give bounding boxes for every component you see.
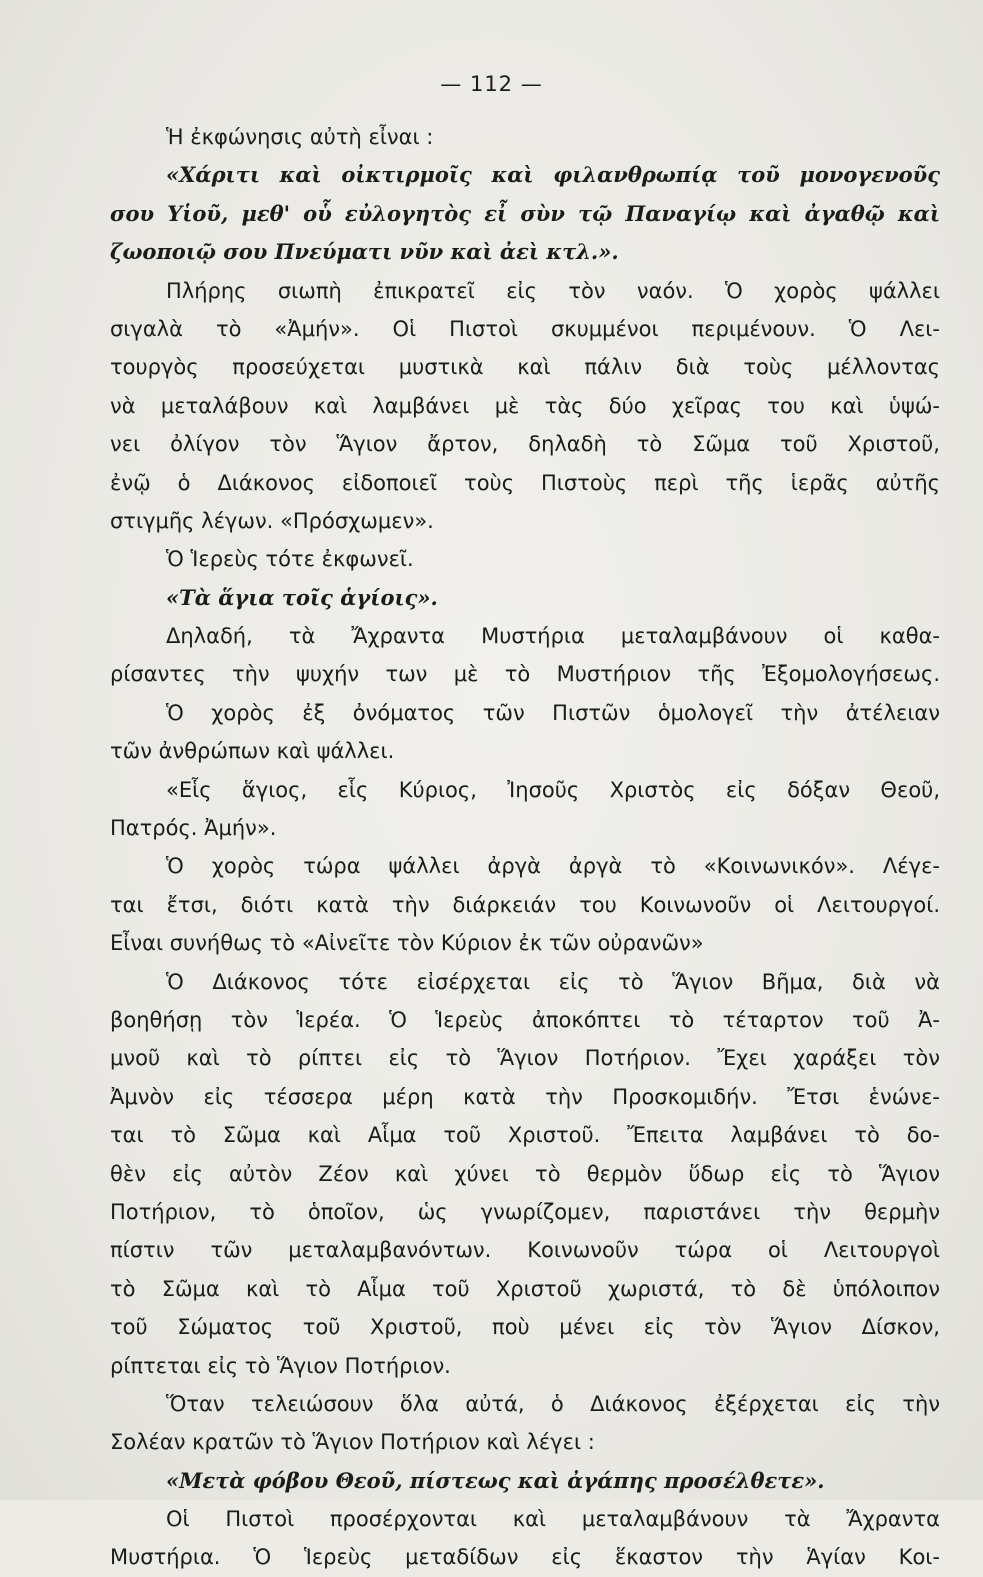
text-line: «Μετὰ φόβου Θεοῦ, πίστεως καὶ ἀγάπης προσέλθετε». xyxy=(166,1467,825,1493)
text-line: «Εἷς ἅγιος, εἷς Κύριος, Ἰησοῦς Χριστὸς εἰς δόξαν Θεοῦ, xyxy=(166,777,940,802)
text-line: Πατρός. Ἀμήν». xyxy=(110,816,277,841)
text-line: σου Υἱοῦ, μεθ' οὗ εὐλογητὸς εἶ σὺν τῷ Παναγίῳ καὶ ἀγαθῷ καὶ xyxy=(110,200,940,226)
text-line: ται ἔτσι, διότι κατὰ τὴν διάρκειάν του Κοινωνοῦν οἱ Λειτουργοί. xyxy=(110,892,940,917)
text-line: στιγμῆς λέγων. «Πρόσχωμεν». xyxy=(110,508,434,533)
text-line: Ὁ χορὸς τώρα ψάλλει ἀργὰ ἀργὰ τὸ «Κοινωνικόν». Λέγε- xyxy=(166,854,940,879)
text-line: ἐνῷ ὁ Διάκονος εἰδοποιεῖ τοὺς Πιστοὺς περὶ τῆς ἱερᾶς αὐτῆς xyxy=(110,470,940,495)
text-line: Πλήρης σιωπὴ ἐπικρατεῖ εἰς τὸν ναόν. Ὁ χορὸς ψάλλει xyxy=(166,278,940,303)
body-text xyxy=(110,118,940,1577)
text-line: τὸ Σῶμα καὶ τὸ Αἷμα τοῦ Χριστοῦ χωριστά, τὸ δὲ ὑπόλοιπον xyxy=(110,1276,940,1301)
text-line: Ποτήριον, τὸ ὁποῖον, ὡς γνωρίζομεν, παριστάνει τὴν θερμὴν xyxy=(110,1199,940,1224)
text-line: «Τὰ ἅγια τοῖς ἁγίοις». xyxy=(166,584,438,610)
text-line: «Χάριτι καὶ οἰκτιρμοῖς καὶ φιλανθρωπίᾳ τοῦ μονογενοῦς xyxy=(166,162,940,188)
text-line: Οἱ Πιστοὶ προσέρχονται καὶ μεταλαμβάνουν τὰ Ἄχραντα xyxy=(166,1507,940,1532)
text-line: Δηλαδή, τὰ Ἄχραντα Μυστήρια μεταλαμβάνουν οἱ καθα- xyxy=(166,624,940,649)
text-line: βοηθήσῃ τὸν Ἱερέα. Ὁ Ἱερεὺς ἀποκόπτει τὸ τέταρτον τοῦ Ἀ- xyxy=(110,1007,940,1032)
text-line: τοῦ Σώματος τοῦ Χριστοῦ, ποὺ μένει εἰς τὸν Ἅγιον Δίσκον, xyxy=(110,1315,940,1340)
text-line: πίστιν τῶν μεταλαμβανόντων. Κοινωνοῦν τώρα οἱ Λειτουργοὶ xyxy=(110,1238,940,1263)
page-number: — 112 — xyxy=(440,72,543,96)
text-line: Ὅταν τελειώσουν ὅλα αὐτά, ὁ Διάκονος ἐξέρχεται εἰς τὴν xyxy=(166,1391,940,1416)
text-line: Ἀμνὸν εἰς τέσσερα μέρη κατὰ τὴν Προσκομιδήν. Ἔτσι ἑνώνε- xyxy=(110,1084,940,1109)
text-line: νει ὀλίγον τὸν Ἅγιον ἄρτον, δηλαδὴ τὸ Σῶμα τοῦ Χριστοῦ, xyxy=(110,432,940,457)
text-line: Ἡ ἐκφώνησις αὐτὴ εἶναι : xyxy=(166,125,434,149)
text-line: τῶν ἀνθρώπων καὶ ψάλλει. xyxy=(110,739,395,764)
text-line: ρίσαντες τὴν ψυχήν των μὲ τὸ Μυστήριον τῆς Ἐξομολογήσεως. xyxy=(110,662,940,687)
text-line: ται τὸ Σῶμα καὶ Αἷμα τοῦ Χριστοῦ. Ἔπειτα λαμβάνει τὸ δο- xyxy=(110,1123,940,1148)
text-line: ρίπτεται εἰς τὸ Ἅγιον Ποτήριον. xyxy=(110,1353,451,1378)
text-line: Μυστήρια. Ὁ Ἱερεὺς μεταδίδων εἰς ἕκαστον τὴν Ἁγίαν Κοι- xyxy=(110,1545,940,1570)
text-line: Ὁ χορὸς ἐξ ὀνόματος τῶν Πιστῶν ὁμολογεῖ τὴν ἀτέλειαν xyxy=(166,700,940,725)
text-line: νὰ μεταλάβουν καὶ λαμβάνει μὲ τὰς δύο χεῖρας του καὶ ὑψώ- xyxy=(110,393,940,418)
text-line: Σολέαν κρατῶν τὸ Ἅγιον Ποτήριον καὶ λέγει : xyxy=(110,1430,595,1455)
text-line: Εἶναι συνήθως τὸ «Αἰνεῖτε τὸν Κύριον ἐκ τῶν οὐρανῶν» xyxy=(110,931,704,956)
text-line: μνοῦ καὶ τὸ ρίπτει εἰς τὸ Ἅγιον Ποτήριον. Ἔχει χαράξει τὸν xyxy=(110,1046,940,1071)
text-line: θὲν εἰς αὐτὸν Ζέον καὶ χύνει τὸ θερμὸν ὕδωρ εἰς τὸ Ἅγιον xyxy=(110,1161,940,1186)
text-line: ζωοποιῷ σου Πνεύματι νῦν καὶ ἀεὶ κτλ.». xyxy=(110,239,619,265)
text-line: τουργὸς προσεύχεται μυστικὰ καὶ πάλιν διὰ τοὺς μέλλοντας xyxy=(110,355,940,380)
text-line: σιγαλὰ τὸ «Ἀμήν». Οἱ Πιστοὶ σκυμμένοι περιμένουν. Ὁ Λει- xyxy=(110,316,940,341)
text-line: Ὁ Ἱερεὺς τότε ἐκφωνεῖ. xyxy=(166,547,414,572)
text-line: Ὁ Διάκονος τότε εἰσέρχεται εἰς τὸ Ἅγιον Βῆμα, διὰ νὰ xyxy=(166,969,940,994)
